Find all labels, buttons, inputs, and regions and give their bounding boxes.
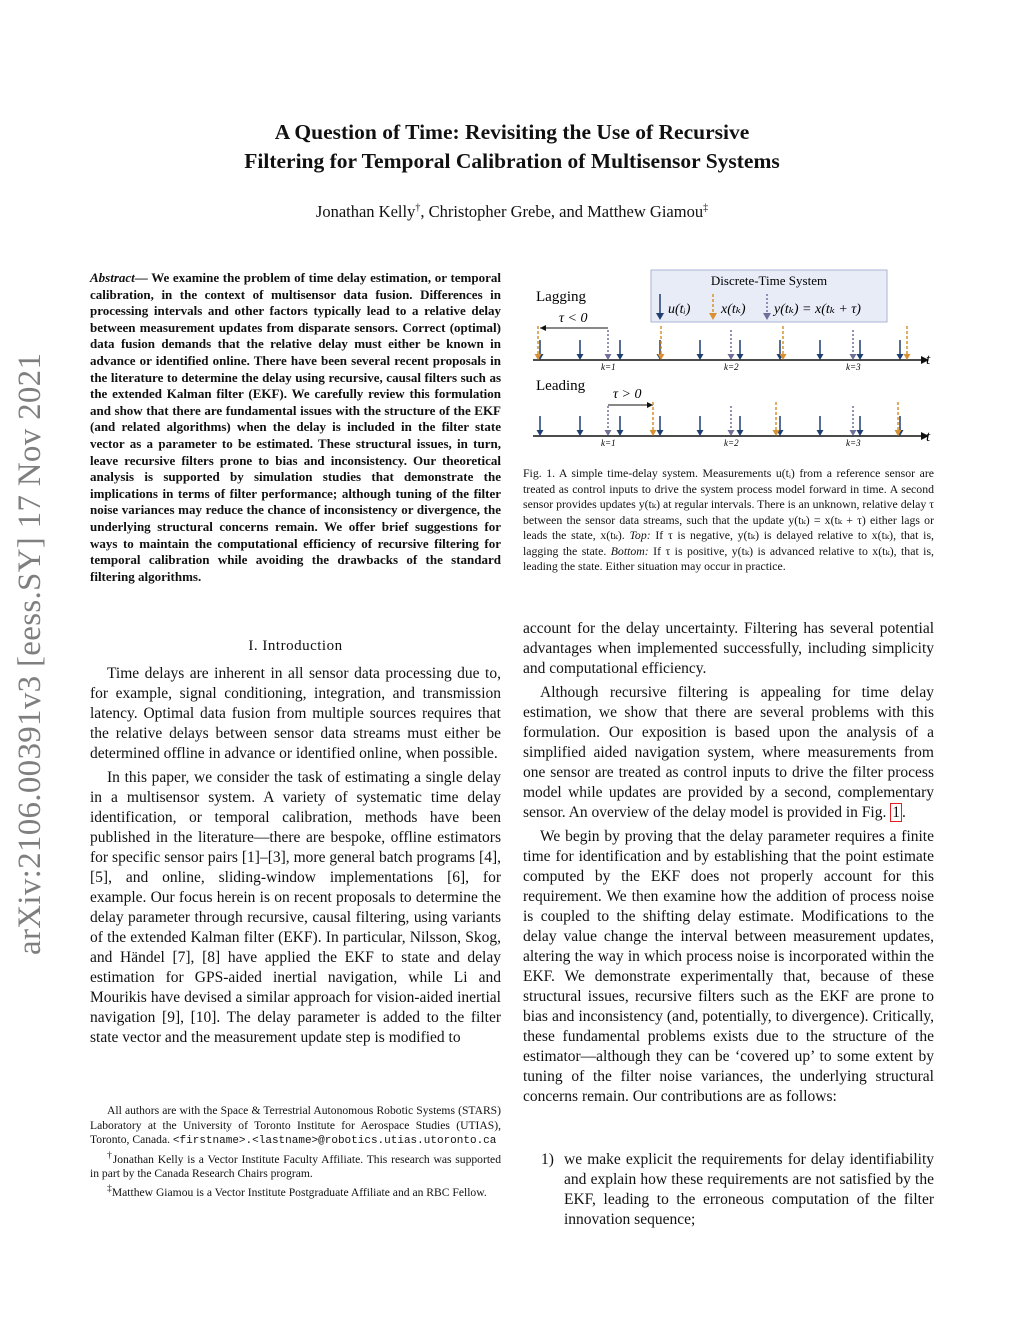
u-arrow-head <box>857 354 864 360</box>
paragraph <box>523 683 934 823</box>
x-arrow-head <box>728 430 735 436</box>
title-line-2: Filtering for Temporal Calibration of Multisensor Systems <box>244 149 780 173</box>
x-arrow-head <box>850 430 857 436</box>
email-pattern: <firstname>.<lastname>@robotics.utias.utoronto.ca <box>172 1135 497 1148</box>
paragraph: account for the delay uncertainty. Filtering has several potential advantages when implemented successfully, including simplicity and computational efficiency. <box>523 620 934 677</box>
left-column-body <box>90 664 501 1052</box>
figure-1-caption <box>523 466 934 575</box>
ddagger-mark: ‡ <box>703 202 709 214</box>
box-title: Discrete-Time System <box>710 273 828 288</box>
tau-lead-label: τ > 0 <box>613 387 642 402</box>
footnotes <box>90 1104 501 1200</box>
dagger-mark: † <box>415 202 421 214</box>
paragraph: We begin by proving that the delay parameter requires a finite time for identification and by establishing that the point estimate computed by the EKF does not properly account for this requirement. We then examine how the addition of process noise is coupled to the shifting delay estimate. Modifications to the delay value change the interval between measurement updates, altering the way in which process noise is incorporated within the EKF. We demonstrate experimentally that, because of these structural issues, recursive filters such as the EKF are prone to bias and inconsistency (and, potentially, to divergence). Critically, these fundamental problems exists due to the structure of the estimator—although they can be ‘covered up’ to some extent by tuning of the filter noise variances, the underlying structural concerns remain. Our contributions are as follows: <box>523 828 934 1105</box>
k3-label-top: k=3 <box>846 362 861 372</box>
list-number: 1) <box>541 1151 554 1168</box>
axis-t-top: t <box>926 352 931 368</box>
paper-title <box>0 118 1024 176</box>
k1-label-top: k=1 <box>601 362 616 372</box>
y-arrow-head <box>904 354 911 360</box>
list-item <box>523 1150 934 1230</box>
footnote-giamou-text: Matthew Giamou is a Vector Institute Postgraduate Affiliate and an RBC Fellow. <box>111 1185 487 1199</box>
author-list <box>0 202 1024 222</box>
caption-top-text: If τ is negative, y(tₖ) is delayed relative to x(tₖ), that is, lagging the state. <box>523 528 934 558</box>
title-line-1: A Question of Time: Revisiting the Use of Recursive <box>274 120 750 144</box>
right-column-body <box>523 619 934 1111</box>
u-arrow-head <box>737 354 744 360</box>
list-item-text: we make explicit the requirements for delay identifiability and explain how these requirements are not satisfied by the EKF, leading to the erroneous computation of the filter innovation sequence; <box>564 1151 934 1228</box>
paragraph: Time delays are inherent in all sensor data processing due to, for example, signal conditioning, integration, and transmission latency. Optimal data fusion from multiple sources requires that the relative delays between sensor data streams must either be determined offline in advance or identified online, when possible. <box>90 665 501 762</box>
paragraph-text: Although recursive filtering is appealing for time delay estimation, we show that there are several problems with this formulation. Our exposition is based upon the analysis of a simplified aided navigation system, where measurements from one sensor are treated as control inputs to drive the filter process model while updates are provided by a second, complementary sensor. An overview of the delay model is provided in Fig. <box>523 684 934 821</box>
u-arrow-head <box>657 430 664 436</box>
arxiv-side-label: arXiv:2106.00391v3 [eess.SY] 17 Nov 2021 <box>12 352 48 955</box>
authors-rest: , Christopher Grebe, and Matthew Giamou <box>420 202 704 221</box>
u-arrow-head <box>697 354 704 360</box>
u-arrow-head <box>697 430 704 436</box>
footnote-mark: † <box>107 1149 113 1161</box>
x-arrow-head <box>605 354 612 360</box>
leading-timeline <box>533 402 929 440</box>
footnote-giamou <box>90 1182 501 1200</box>
lagging-timeline <box>533 326 929 364</box>
legend-y-label: y(tₖ) = x(tₖ + τ) <box>774 302 861 317</box>
k2-label-bottom: k=2 <box>724 438 739 448</box>
caption-bottom-text: If τ is positive, y(tₖ) is advanced relative to x(tₖ), that is, leading the state. Either situation may occur in practice. <box>523 543 934 573</box>
abstract-label: Abstract <box>90 270 135 285</box>
caption-bottom-label: Bottom: <box>610 543 649 558</box>
author-1: Jonathan Kelly <box>315 202 416 221</box>
u-arrow-head <box>857 430 864 436</box>
k1-label-bottom: k=1 <box>601 438 616 448</box>
u-arrow-head <box>897 354 904 360</box>
leading-label: Leading <box>536 378 586 394</box>
footnote-mark: ‡ <box>107 1182 112 1194</box>
u-arrow-head <box>617 430 624 436</box>
u-arrow-head <box>737 430 744 436</box>
abstract-text: — We examine the problem of time delay estimation, or temporal calibration, in the context of multisensor data fusion. Differences in processing intervals and other factors typically lead to a relative delay between measurement updates from disparate sensors. Correct (optimal) data fusion demands that the relative delay must either be known in advance or identified online. There have been several recent proposals in the literature to determine the delay using recursive, causal filters such as the extended Kalman filter (EKF). We carefully review this formulation and show that there are fundamental issues with the structure of the EKF (and related algorithms) when the delay is included in the filter state vector as a parameter to be estimated. These structural issues, in turn, leave recursive filters prone to bias and inconsistency. Our theoretical analysis is supported by simulation studies that demonstrate the implications in terms of filter performance; although tuning of the filter noise variances may reduce the chance of inconsistency or divergence, the underlying structural concerns remain. We offer brief suggestions for ways to maintain the computational efficiency of recursive filtering for temporal calibration while avoiding the drawbacks of the standard filtering algorithms. <box>90 270 501 584</box>
tau-lag-label: τ < 0 <box>559 311 588 326</box>
axis-t-bottom: t <box>926 429 931 445</box>
y-arrow-head <box>650 430 657 436</box>
footnote-kelly <box>90 1149 501 1182</box>
u-arrow-head <box>537 430 544 436</box>
paragraph-end: . <box>901 804 906 821</box>
x-arrow-head <box>728 354 735 360</box>
paragraph: In this paper, we consider the task of estimating a single delay in a multisensor system. A variety of systematic time delay identification, or temporal calibration, methods have been published in the literature—there are bespoke, offline estimators for specific sensor pairs [1]–[3], more general batch programs [4], [5], and online, sliding-window implementations [6], for example. Our focus herein is on recent proposals to determine the delay parameter through recursive, causal filtering, using variants of the extended Kalman filter (EKF). In particular, Nilsson, Skog, and Händel [7], [8] have applied the EKF to state and delay estimation for GPS-aided inertial navigation, while Li and Mourikis have devised a similar approach for vision-aided inertial navigation [9], [10]. The delay parameter is added to the filter state vector and the measurement update step is modified to <box>90 769 501 1046</box>
x-arrow-head <box>605 430 612 436</box>
k2-label-top: k=2 <box>724 362 739 372</box>
lagging-label: Lagging <box>536 289 586 305</box>
caption-top-label: Top: <box>629 528 651 542</box>
u-arrow-head <box>817 354 824 360</box>
tau-lag-arrowhead <box>540 325 546 331</box>
u-arrow-head <box>577 354 584 360</box>
section-heading: I. Introduction <box>248 638 343 654</box>
footnote-kelly-text: Jonathan Kelly is a Vector Institute Faculty Affiliate. This research was supported in part by the Canada Research Chairs program. <box>90 1152 501 1181</box>
u-arrow-head <box>577 430 584 436</box>
abstract <box>90 270 501 585</box>
k3-label-bottom: k=3 <box>846 438 861 448</box>
contributions-list <box>523 1150 934 1230</box>
figure-1-timing-diagram <box>523 266 943 456</box>
footnote-affiliation-text: All authors are with the Space & Terrestrial Autonomous Robotic Systems (STARS) Laboratory at the University of Toronto Institute for Aerospace Studies (UTIAS), Toronto, Canada. <box>90 1104 501 1147</box>
legend-x-label: x(tₖ) <box>721 302 746 317</box>
figure-1-link[interactable]: 1 <box>892 804 900 821</box>
legend-u-label: u(tᵢ) <box>668 302 691 317</box>
caption-main: Fig. 1. A simple time-delay system. Measurements u(tᵢ) from a reference sensor are treated as control inputs to drive the system process model forward in time. A second sensor provides updates y(tₖ) at regular intervals. There is an unknown, relative delay τ between the sensor data streams, such that the update y(tₖ) = x(tₖ + τ) either lags or leads the state, x(tₖ). <box>523 466 934 542</box>
x-arrow-head <box>850 354 857 360</box>
footnote-affiliation <box>90 1104 501 1149</box>
u-arrow-head <box>817 430 824 436</box>
tau-lead-arrowhead <box>647 402 653 408</box>
u-arrow-head <box>617 354 624 360</box>
